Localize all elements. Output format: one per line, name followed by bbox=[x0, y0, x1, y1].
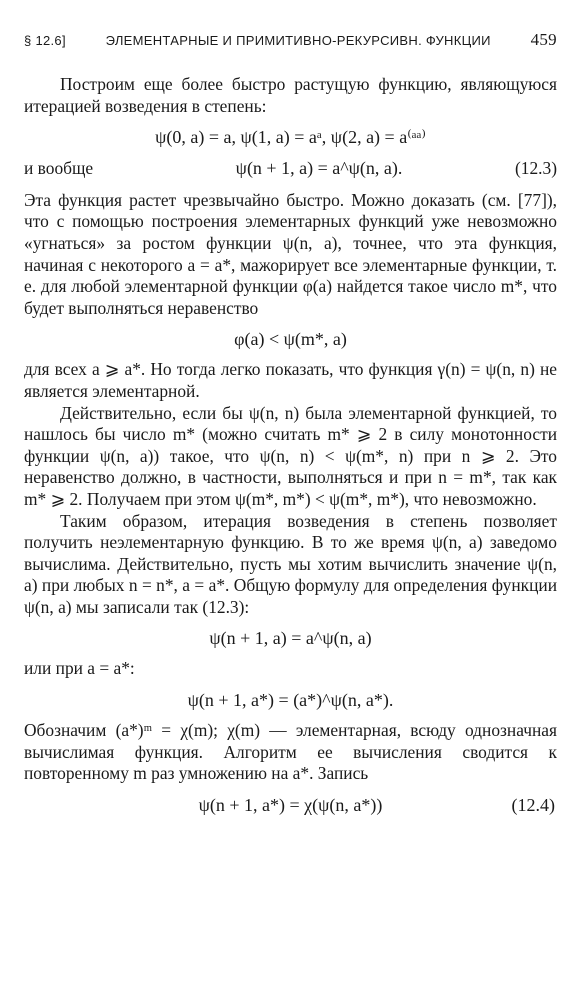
paragraph-1: Построим еще более быстро растущую функцию, являющуюся итерацией возведения в степень: bbox=[24, 74, 557, 116]
header-section: § 12.6] bbox=[24, 33, 66, 48]
equation-number-12-3: (12.3) bbox=[514, 158, 557, 179]
formula-row-12-3 bbox=[24, 157, 557, 180]
formula-row-12-4 bbox=[24, 794, 557, 816]
formula-lead-text: и вообще bbox=[24, 158, 94, 179]
paragraph-2: Эта функция растет чрезвычайно быстро. Можно доказать (см. [77]), что с помощью построения элементарных функций уже невозможно «угнаться» за ростом функции ψ(n, a), точнее, что эта функция, начиная с некоторого a = a*, мажорирует все элементарные функции, т. е. для любой элементарной функции φ(a) найдется такое число m*, что будет выполняться неравенство bbox=[24, 189, 557, 318]
running-header bbox=[24, 30, 557, 50]
formula-psi-chi: ψ(n + 1, a*) = χ(ψ(n, a*)) bbox=[198, 794, 383, 815]
formula-psi-base-cases: ψ(0, a) = a, ψ(1, a) = aᵃ, ψ(2, a) = a⁽ᵃᵃ⁾ bbox=[155, 127, 426, 148]
paragraph-4: Действительно, если бы ψ(n, n) была элементарной функцией, то нашлось бы число m* (можно считать m* ⩾ 2 в силу монотонности функции ψ(n, a)) такое, что ψ(n, n) < ψ(m*, n) при n ⩾ 2. Это неравенство должно, в частности, выполняться и при n = m*, так как m* ⩾ 2. Получаем при этом ψ(m*, m*) < ψ(m*, m*), что невозможно. bbox=[24, 402, 557, 509]
paragraph-3: для всех a ⩾ a*. Но тогда легко показать, что функция γ(n) = ψ(n, n) не является элементарной. bbox=[24, 359, 557, 401]
formula-majorization: φ(a) < ψ(m*, a) bbox=[234, 329, 347, 350]
paragraph-6: или при a = a*: bbox=[24, 658, 135, 679]
formula-psi-recursion: ψ(n + 1, a) = a^ψ(n, a). bbox=[235, 158, 403, 179]
header-title: ЭЛЕМЕНТАРНЫЕ И ПРИМИТИВНО-РЕКУРСИВН. ФУНКЦИИ bbox=[105, 33, 491, 48]
paragraph-7: Обозначим (a*)ᵐ = χ(m); χ(m) — элементарная, всюду однозначная вычислимая функция. Алгоритм ее вычисления сводится к повторенному m раз умножению на a*. Запись bbox=[24, 720, 557, 784]
formula-psi-a-star: ψ(n + 1, a*) = (a*)^ψ(n, a*). bbox=[187, 690, 394, 711]
formula-psi-recursion-repeat: ψ(n + 1, a) = a^ψ(n, a) bbox=[209, 628, 372, 649]
paragraph-5: Таким образом, итерация возведения в степень позволяет получить неэлементарную функцию. В то же время ψ(n, a) заведомо вычислима. Действительно, пусть мы хотим вычислить значение ψ(n, a) при любых n = n*, a = a*. Общую формулу для определения функции ψ(n, a) мы записали так (12.3): bbox=[24, 510, 557, 617]
equation-number-12-4: (12.4) bbox=[511, 794, 555, 815]
page-number: 459 bbox=[530, 30, 557, 49]
page-body bbox=[24, 74, 557, 816]
